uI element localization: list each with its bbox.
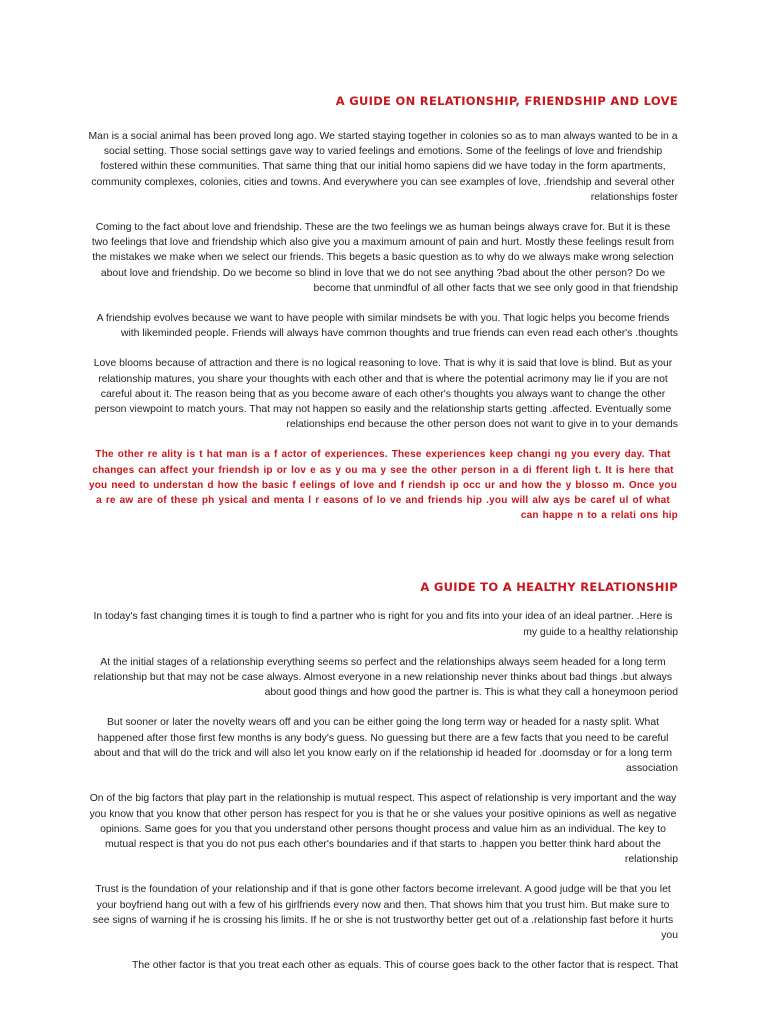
- paragraph-love-blooms: Love blooms because of attraction and there is no logical reasoning to love. That is why it is said that love is blind. But as your relationship matures, you share your thoughts with each other and that is where the potential acrimony may lie if you are not careful about it. The reason being that as you become aware of each other's thoughts you always want to change the other person viewpoint to match yours. That may not happen so easily and the relationship starts getting .affected. Eventually some relationships end because the other person does not want to give in to your demands: [93, 358, 678, 431]
- paragraph-initial-stages: At the initial stages of a relationship everything seems so perfect and the relationships always seem headed for a long term relationship but that may not be case always. Almost everyone in a new relationship never thinks about bad things .but always about good things and how good the partner is. This is what they call a honeymoon period: [93, 656, 678, 699]
- paragraph-fast-changing-times: In today's fast changing times it is tough to find a partner who is right for you and fits into your idea of an ideal partner. .Here is my guide to a healthy relationship: [93, 611, 678, 638]
- paragraph-friendship-evolves: A friendship evolves because we want to have people with similar mindsets be with you. That logic helps you become friends with likeminded people. Friends will always have common thoughts and true friends can even read each other's .thoughts: [96, 313, 678, 340]
- paragraph-social-animal: Man is a social animal has been proved long ago. We started staying together in colonies so as to man always wanted to be in a social setting. Those social settings gave way to varied feelings and emotions. Some of the feelings of love and friendship fostered within these communities. That same thing that our initial homo sapiens did we have today in the form apartments, community complexes, colonies, cities and towns. And everywhere you can see examples of love, .friendship and several other relationships foster: [88, 131, 678, 203]
- paragraph-novelty-wears-off: But sooner or later the novelty wears off and you can be either going the long term way or headed for a nasty split. What happened after those first few months is any body's guess. No guessing but there are a few facts that you need to be careful about and that will do the trick and will also let you know early on if the relationship id headed for .doomsday or for a long term association: [93, 717, 678, 775]
- paragraph-trust: Trust is the foundation of your relationship and if that is gone other factors become irrelevant. A good judge will be that you let your boyfriend hang out with a few of his girlfriends every now and then. That shows him that you trust him. But make sure to see signs of warning if he is crossing his limits. If he or she is not trustworthy better get out of a .relationship fast before it hurts you: [92, 884, 678, 941]
- paragraph-mutual-respect: On of the big factors that play part in the relationship is mutual respect. This aspect of relationship is very important and the way you know that you know that other person has respect for you is that he or she values your positive opinions as well as negative opinions. Same goes for you that you understand other persons thought process and value him as an individual. The key to mutual respect is that you do not pus each other's boundaries and if that starts to .happen you better think hard about the relationship: [89, 793, 678, 866]
- paragraph-equals: The other factor is that you treat each other as equals. This of course goes back to the other factor that is respect. That: [131, 960, 678, 972]
- paragraph-love-and-friendship: Coming to the fact about love and friendship. These are the two feelings we as human beings always crave for. But it is these two feelings that love and friendship which also give you a maximum amount of pain and hurt. Mostly these feelings result from the mistakes we make when we select our friends. This begets a basic question as to why do we always make wrong selection about love and friendship. Do we become so blind in love that we do not see anything ?bad about the other person? Do we become that unmindful of all other facts that we see only good in that friendship: [91, 222, 678, 294]
- section-title-relationship-friendship-love: A GUIDE ON RELATIONSHIP, FRIENDSHIP AND LOVE: [335, 94, 678, 108]
- document-page: [88, 88, 678, 988]
- highlighted-paragraph-experiences: The other re ality is t hat man is a f actor of experiences. These experiences keep changi ng you every day. That changes can affect your friendsh ip or lov e as y ou ma y see the other person in a di fferent ligh t. It is here that you need to understan d how the basic f eelings of love and f riendsh ip occ ur and how the y blosso m. Once you a re aw are of these ph ysical and menta l r easons of lo ve and friends hip .you will alw ays be caref ul of what can happe n to a relati ons hip: [88, 449, 678, 522]
- section-title-healthy-relationship: A GUIDE TO A HEALTHY RELATIONSHIP: [420, 580, 678, 595]
